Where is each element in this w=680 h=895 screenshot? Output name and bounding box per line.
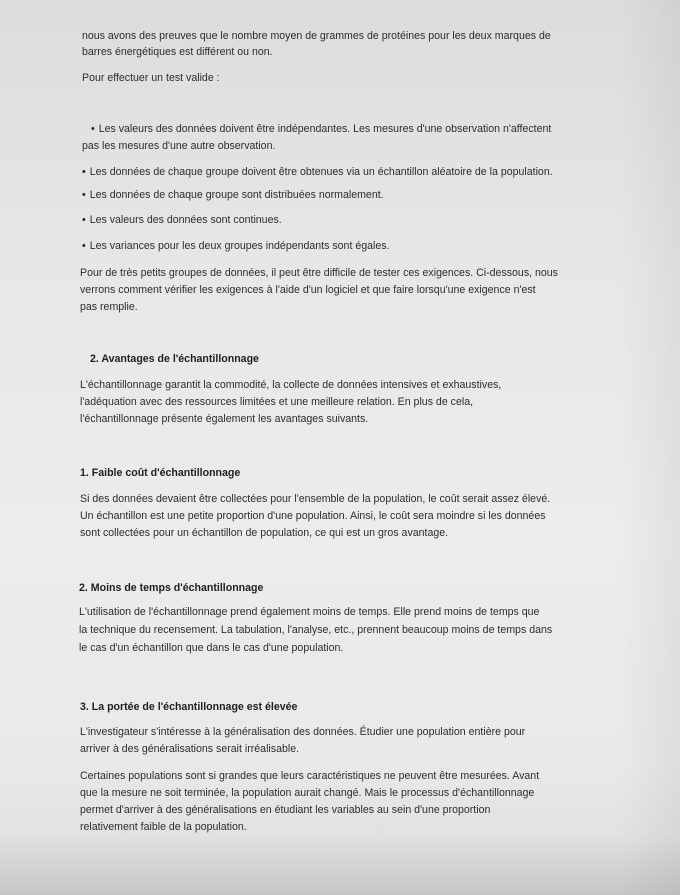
small-groups-line: Pour de très petits groupes de données, il peut être difficile de tester ces exigences. Ci-dessous, nous [80,267,558,279]
advantages-line: l'échantillonnage présente également les avantages suivants. [80,413,369,425]
valid-test-label: Pour effectuer un test valide : [82,72,220,84]
small-groups-line: pas remplie. [80,301,138,313]
intro-line: barres énergétiques est différent ou non. [82,46,273,58]
requirement-bullet-4: • Les valeurs des données sont continues. [82,212,282,229]
high-scope-line: L'investigateur s'intéresse à la généralisation des données. Étudier une population entière pour [80,726,526,738]
low-cost-line: Si des données devaient être collectées pour l'ensemble de la population, le coût serait assez élevé. [80,493,551,505]
less-time-line: L'utilisation de l'échantillonnage prend également moins de temps. Elle prend moins de temps que [79,606,540,618]
high-scope-line: que la mesure ne soit terminée, la population aurait changé. Mais le processus d'échantillonnage [80,787,535,799]
intro-line: nous avons des preuves que le nombre moyen de grammes de protéines pour les deux marques de [82,30,551,42]
page-shadow [0,835,680,895]
less-time-heading: 2. Moins de temps d'échantillonnage [79,582,264,594]
advantages-heading: 2. Avantages de l'échantillonnage [90,353,259,365]
high-scope-heading: 3. La portée de l'échantillonnage est élevée [80,701,298,713]
requirement-bullet-1-cont: pas les mesures d'une autre observation. [82,140,276,152]
requirement-bullet-2: • Les données de chaque groupe doivent être obtenues via un échantillon aléatoire de la population. [82,164,553,181]
less-time-line: la technique du recensement. La tabulation, l'analyse, etc., prennent beaucoup moins de temps dans [79,624,553,636]
high-scope-line: Certaines populations sont si grandes que leurs caractéristiques ne peuvent être mesurées. Avant [80,770,540,782]
low-cost-line: sont collectées pour un échantillon de population, ce qui est un gros avantage. [80,527,449,539]
small-groups-line: verrons comment vérifier les exigences à l'aide d'un logiciel et que faire lorsqu'une exigence n'est [80,284,536,296]
low-cost-line: Un échantillon est une petite proportion d'une population. Ainsi, le coût sera moindre si les données [80,510,546,522]
less-time-line: le cas d'un échantillon que dans le cas d'une population. [79,642,344,654]
low-cost-heading: 1. Faible coût d'échantillonnage [80,467,241,479]
high-scope-line: arriver à des généralisations serait irréalisable. [80,743,300,755]
requirement-bullet-5: • Les variances pour les deux groupes indépendants sont égales. [82,238,390,255]
requirement-bullet-3: • Les données de chaque groupe sont distribuées normalement. [82,187,384,204]
advantages-line: l'adéquation avec des ressources limitées et une meilleure relation. En plus de cela, [80,396,474,408]
requirement-bullet-1: • Les valeurs des données doivent être indépendantes. Les mesures d'une observation n'affectent [91,121,551,138]
high-scope-line: permet d'arriver à des généralisations en étudiant les variables au sein d'une proportion [80,804,491,816]
advantages-line: L'échantillonnage garantit la commodité, la collecte de données intensives et exhaustives, [80,379,502,391]
high-scope-line: relativement faible de la population. [80,821,247,833]
page-shadow [620,0,680,895]
